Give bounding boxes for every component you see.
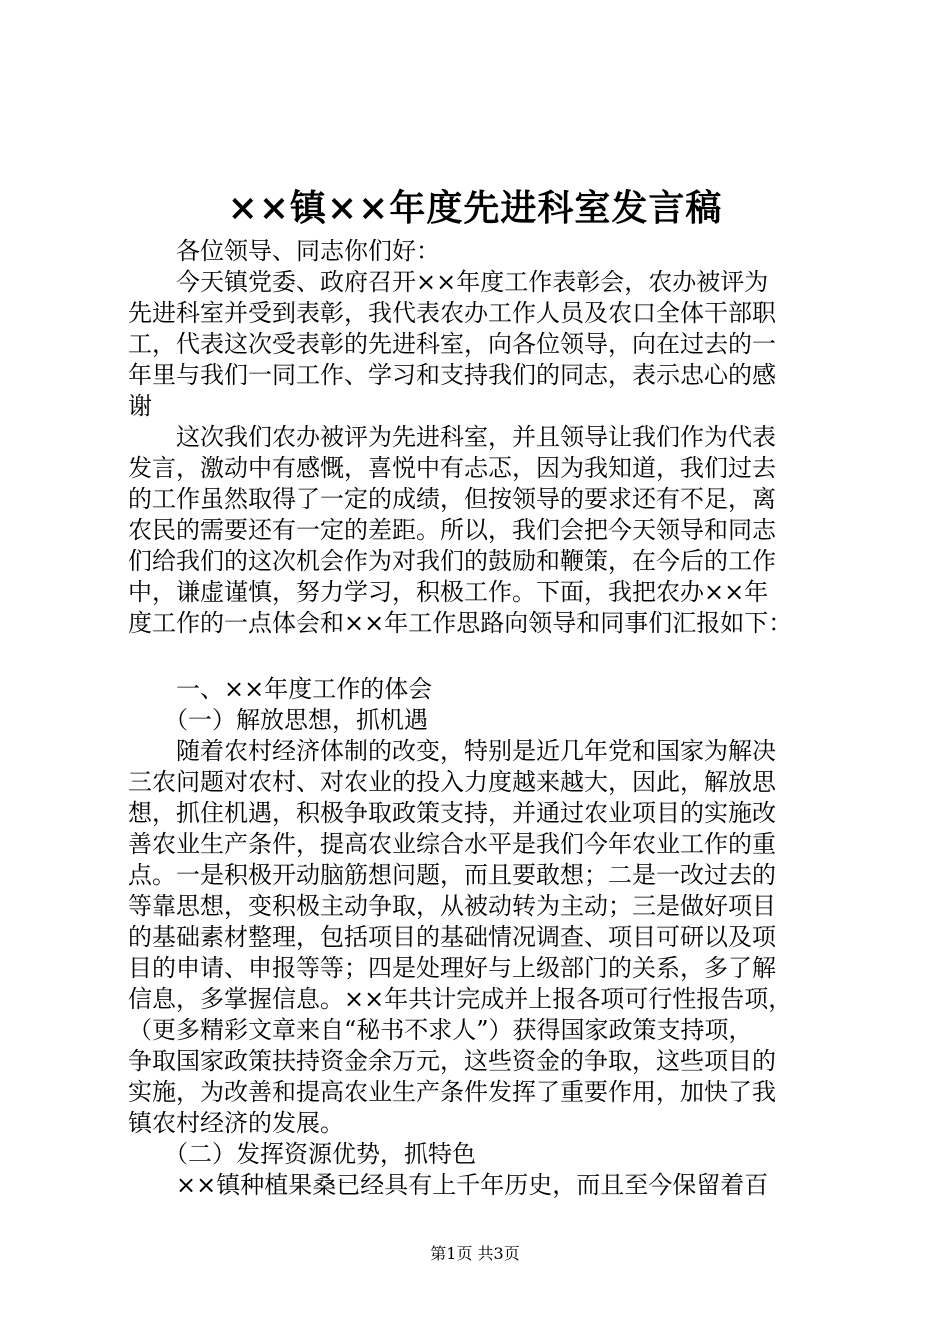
subsection-heading: （二）发挥资源优势，抓特色 bbox=[128, 1140, 476, 1168]
body-line: 镇农村经济的发展。 bbox=[128, 1109, 344, 1137]
page-footer: 第1页 共3页 bbox=[430, 1244, 520, 1263]
paragraph-gap bbox=[128, 639, 828, 674]
body-line: 发言，激动中有感慨，喜悦中有忐忑，因为我知道，我们过去 bbox=[128, 454, 776, 482]
body-line: 先进科室并受到表彰，我代表农办工作人员及农口全体干部职 bbox=[128, 299, 776, 327]
body-line: （更多精彩文章来自“秘书不求人”）获得国家政策支持项， bbox=[128, 1016, 753, 1044]
body-line: 实施，为改善和提高农业生产条件发挥了重要作用，加快了我 bbox=[128, 1078, 776, 1106]
document-title: ××镇××年度先进科室发言稿 bbox=[227, 187, 723, 229]
body-line: 点。一是积极开动脑筋想问题，而且要敢想；二是一改过去的 bbox=[128, 861, 776, 889]
body-line: 年里与我们一同工作、学习和支持我们的同志，表示忠心的感 bbox=[128, 361, 776, 389]
body-line: 三农问题对农村、对农业的投入力度越来越大，因此，解放思 bbox=[128, 768, 776, 796]
body-line: 今天镇党委、政府召开××年度工作表彰会，农办被评为 bbox=[128, 268, 769, 296]
body-line: 们给我们的这次机会作为对我们的鼓励和鞭策，在今后的工作 bbox=[128, 547, 776, 575]
section-heading: 一、××年度工作的体会 bbox=[128, 675, 433, 703]
body-line: 农民的需要还有一定的差距。所以，我们会把今天领导和同志 bbox=[128, 516, 776, 544]
body-line: 的基础素材整理，包括项目的基础情况调查、项目可研以及项 bbox=[128, 923, 776, 951]
body-line: 信息，多掌握信息。××年共计完成并上报各项可行性报告项， bbox=[128, 985, 793, 1013]
body-line: 的工作虽然取得了一定的成绩，但按领导的要求还有不足，离 bbox=[128, 485, 776, 513]
body-line: 善农业生产条件，提高农业综合水平是我们今年农业工作的重 bbox=[128, 830, 776, 858]
body-line: ××镇种植果桑已经具有上千年历史，而且至今保留着百 bbox=[128, 1171, 769, 1199]
body-line: 谢 bbox=[128, 392, 152, 420]
body-line: 各位领导、同志你们好： bbox=[128, 237, 440, 265]
body-line: 争取国家政策扶持资金余万元，这些资金的争取，这些项目的 bbox=[128, 1047, 776, 1075]
body-line: 度工作的一点体会和××年工作思路向领导和同事们汇报如下： bbox=[128, 609, 793, 637]
body-line: 中，谦虚谨慎，努力学习，积极工作。下面，我把农办××年 bbox=[128, 578, 769, 606]
body-line: 随着农村经济体制的改变，特别是近几年党和国家为解决 bbox=[128, 737, 776, 765]
body-line: 想，抓住机遇，积极争取政策支持，并通过农业项目的实施改 bbox=[128, 799, 776, 827]
body-line: 这次我们农办被评为先进科室，并且领导让我们作为代表 bbox=[128, 423, 776, 451]
subsection-heading: （一）解放思想，抓机遇 bbox=[128, 706, 428, 734]
body-line: 等靠思想，变积极主动争取，从被动转为主动；三是做好项目 bbox=[128, 892, 776, 920]
body-line: 目的申请、申报等等；四是处理好与上级部门的关系，多了解 bbox=[128, 954, 776, 982]
body-line: 工，代表这次受表彰的先进科室，向各位领导，向在过去的一 bbox=[128, 330, 776, 358]
document-body bbox=[128, 236, 828, 1201]
